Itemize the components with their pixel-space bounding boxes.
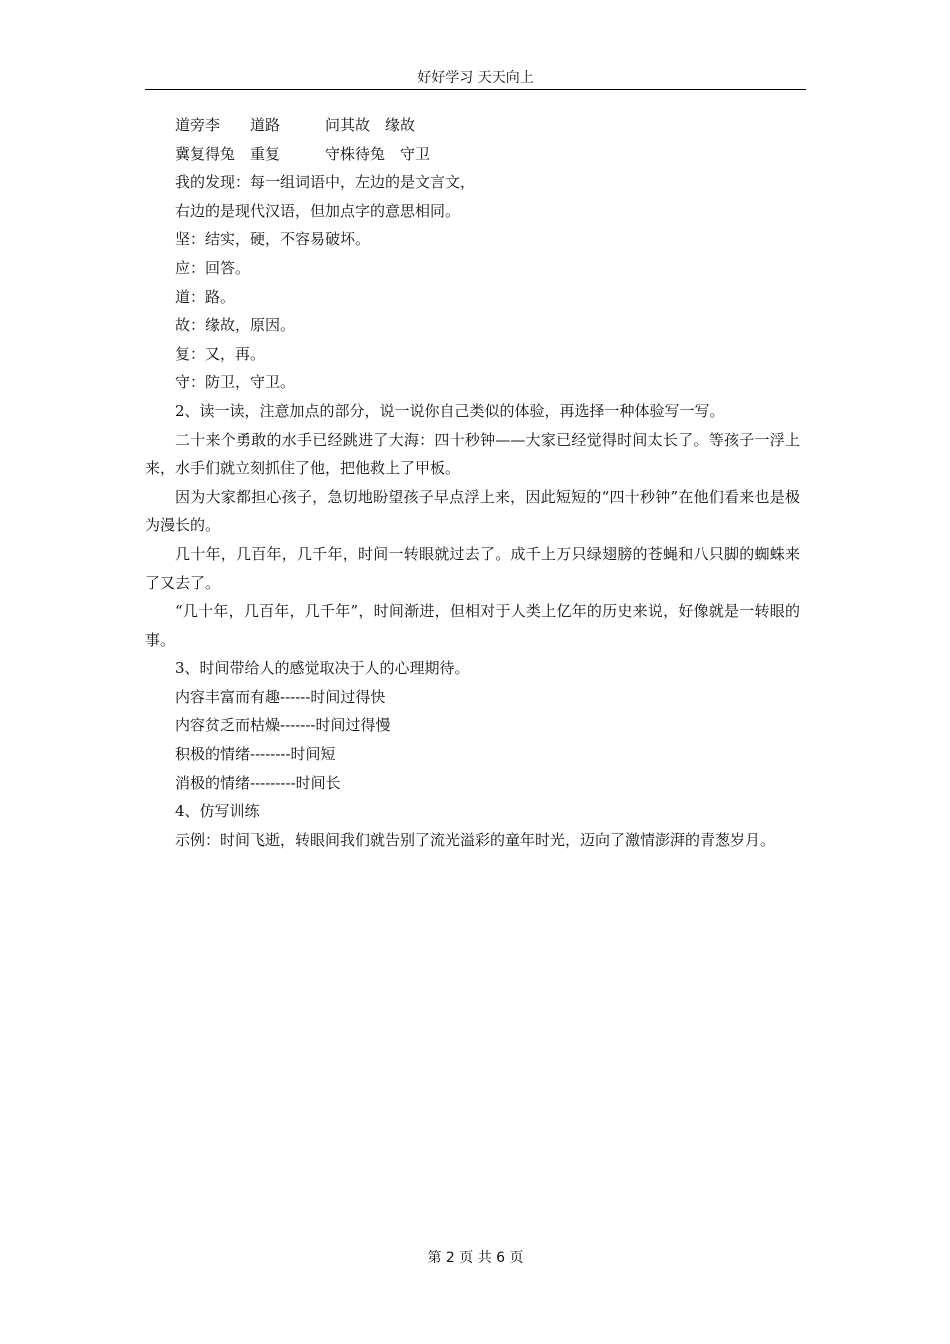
contrast-line-4: 消极的情绪---------时间长 xyxy=(175,773,341,792)
contrast-line-3: 积极的情绪--------时间短 xyxy=(175,745,336,764)
header-divider xyxy=(145,89,806,90)
vocab-row-1: 道旁李 道路 问其故 缘故 xyxy=(175,116,416,134)
vocab-row-2: 冀复得兔 重复 守株待兔 守卫 xyxy=(175,144,431,163)
definition-gu: 故：缘故，原因。 xyxy=(175,316,296,335)
page-number: 第 2 页 共 6 页 xyxy=(427,1250,524,1266)
definition-jian: 坚：结实，硬，不容易破坏。 xyxy=(175,230,371,249)
example-paragraph: 示例：时间飞逝，转眼间我们就告别了流光溢彩的童年时光，迈向了激情澎湃的青葱岁月。 xyxy=(175,830,776,849)
contrast-line-1: 内容丰富而有趣------时间过得快 xyxy=(175,687,386,706)
definition-shou: 守：防卫，守卫。 xyxy=(175,373,296,392)
question-4: 4、仿写训练 xyxy=(175,802,260,821)
paragraph-decades: 几十年，几百年，几千年，时间一转眼就过去了。成千上万只绿翅膀的苍蝇和八只脚的蜘蛛来了又去了。 xyxy=(145,544,800,592)
paragraph-history: “几十年，几百年，几千年”，时间渐进，但相对于人类上亿年的历史来说，好像就是一转眼的事。 xyxy=(145,602,800,649)
page-header: 好好学习 天天向上 xyxy=(417,70,534,86)
discovery-line-2: 右边的是现代汉语，但加点字的意思相同。 xyxy=(175,201,461,220)
definition-ying: 应：回答。 xyxy=(175,258,251,277)
paragraph-forty-seconds: 因为大家都担心孩子，急切地盼望孩子早点浮上来，因此短短的“四十秒钟”在他们看来也是极为漫长的。 xyxy=(145,487,800,535)
definition-dao: 道：路。 xyxy=(175,287,236,306)
contrast-line-2: 内容贫乏而枯燥-------时间过得慢 xyxy=(175,716,391,735)
definition-fu: 复：又，再。 xyxy=(175,344,266,363)
document-body xyxy=(145,111,800,854)
discovery-line-1: 我的发现：每一组词语中，左边的是文言文， xyxy=(175,173,476,192)
question-2: 2、读一读，注意加点的部分，说一说你自己类似的体验，再选择一种体验写一写。 xyxy=(175,401,725,420)
question-3: 3、时间带给人的感觉取决于人的心理期待。 xyxy=(175,659,470,678)
paragraph-sailors: 二十来个勇敢的水手已经跳进了大海：四十秒钟——大家已经觉得时间太长了。等孩子一浮上来，水手们就立刻抓住了他，把他救上了甲板。 xyxy=(145,430,800,478)
